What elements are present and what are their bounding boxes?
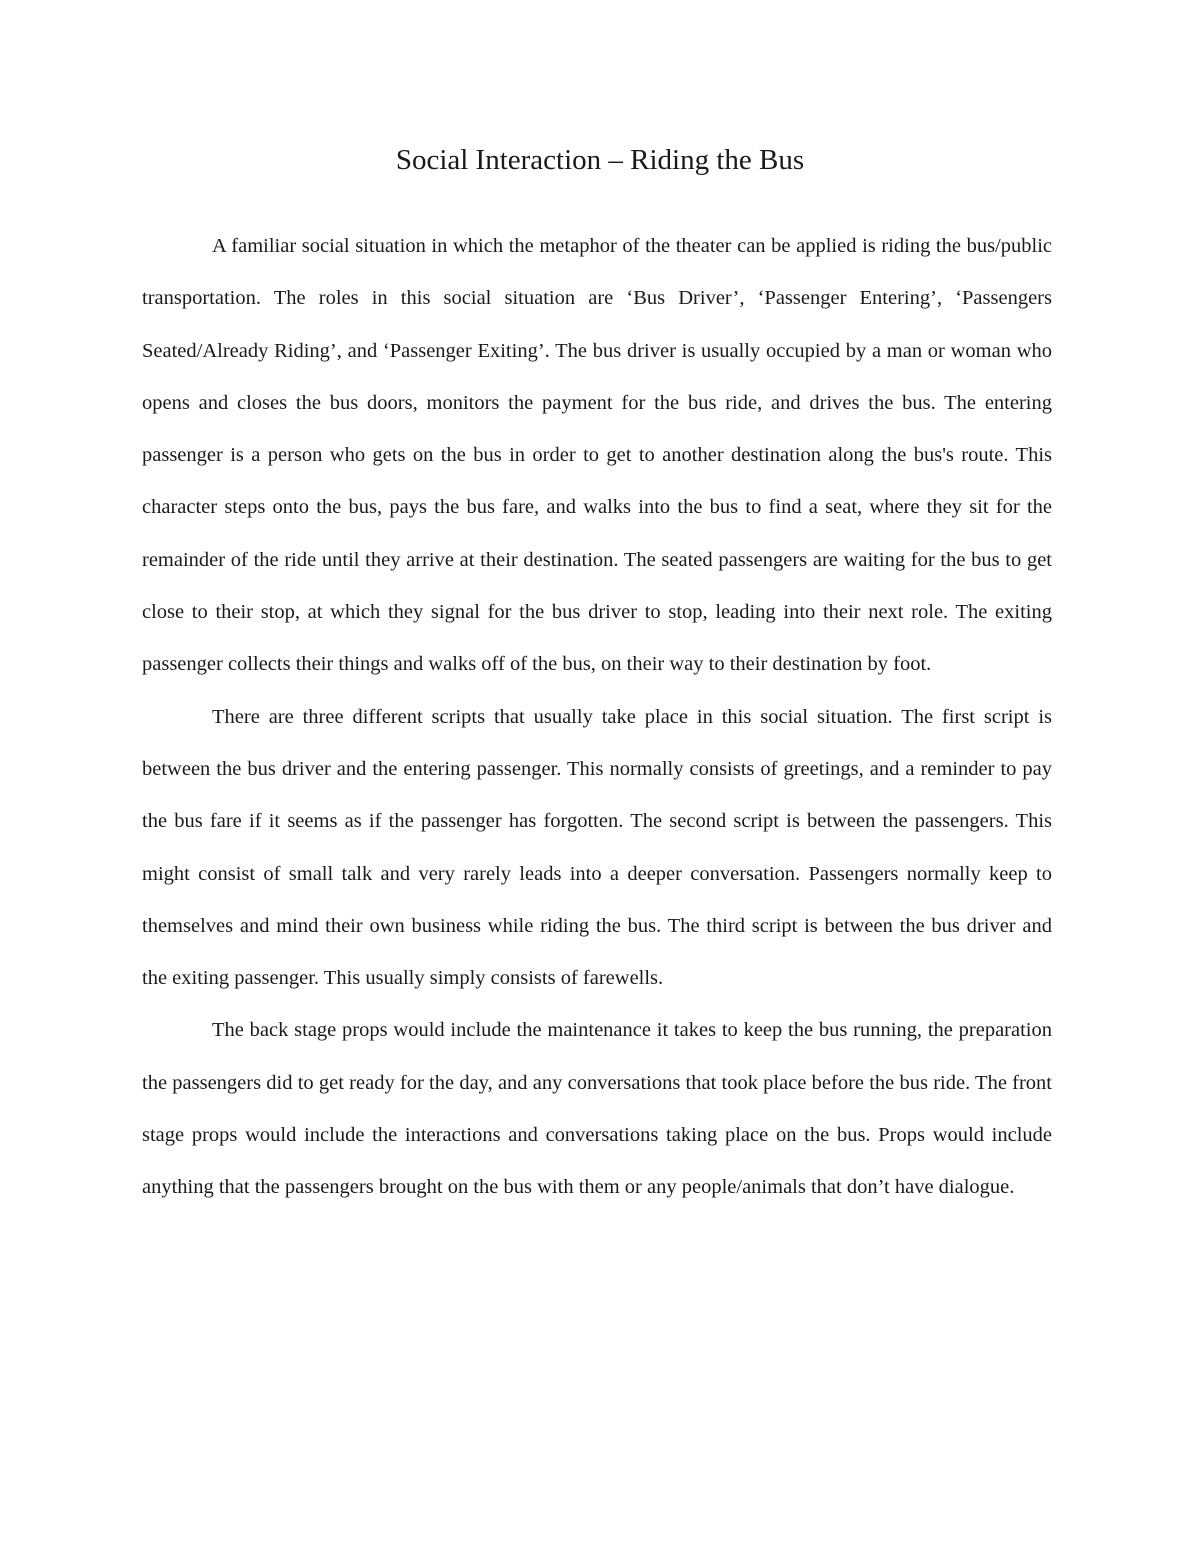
- paragraph-roles: A familiar social situation in which the metaphor of the theater can be applied is riding the bus/public transportation. The roles in this social situation are ‘Bus Driver’, ‘Passenger Entering’, ‘Passengers Seated/Already Riding’, and ‘Passenger Exiting’. The bus driver is usually occupied by a man or woman who opens and closes the bus doors, monitors the payment for the bus ride, and drives the bus. The entering passenger is a person who gets on the bus in order to get to another destination along the bus's route. This character steps onto the bus, pays the bus fare, and walks into the bus to find a seat, where they sit for the remainder of the ride until they arrive at their destination. The seated passengers are waiting for the bus to get close to their stop, at which they signal for the bus driver to stop, leading into their next role. The exiting passenger collects their things and walks off of the bus, on their way to their destination by foot.: [142, 235, 1052, 676]
- document-body: [142, 220, 1052, 1214]
- document-title: Social Interaction – Riding the Bus: [395, 144, 805, 176]
- paragraph-props: The back stage props would include the maintenance it takes to keep the bus running, the preparation the passengers did to get ready for the day, and any conversations that took place before the bus ride. The front stage props would include the interactions and conversations taking place on the bus. Props would include anything that the passengers brought on the bus with them or any people/animals that don’t have dialogue.: [142, 1019, 1052, 1199]
- paragraph-scripts: There are three different scripts that usually take place in this social situation. The first script is between the bus driver and the entering passenger. This normally consists of greetings, and a reminder to pay the bus fare if it seems as if the passenger has forgotten. The second script is between the passengers. This might consist of small talk and very rarely leads into a deeper conversation. Passengers normally keep to themselves and mind their own business while riding the bus. The third script is between the bus driver and the exiting passenger. This usually simply consists of farewells.: [142, 705, 1052, 990]
